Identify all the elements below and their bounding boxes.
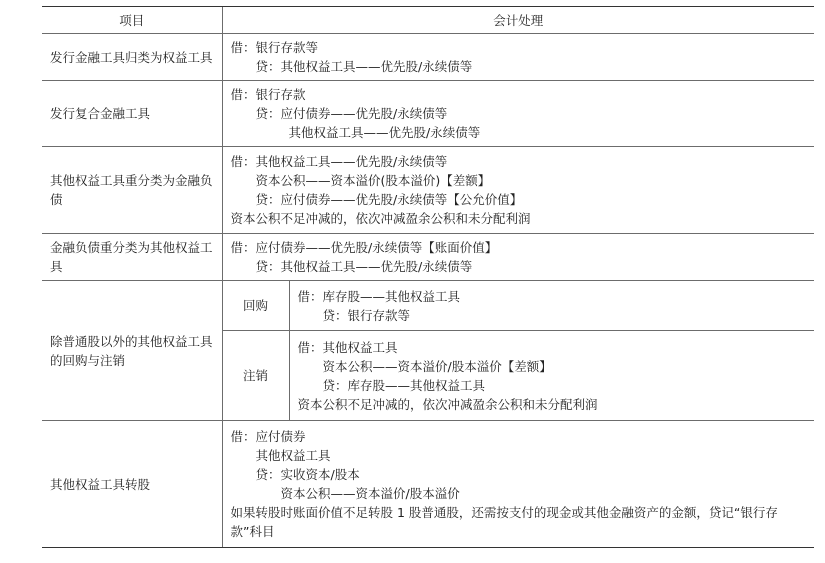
entry-note: 如果转股时账面价值不足转股 1 股普通股，还需按支付的现金或其他金融资产的金额，贷记“银行存款”科目 xyxy=(230,505,778,539)
table-header-row xyxy=(42,7,814,34)
row-item: 金融负债重分类为其他权益工具 xyxy=(42,234,222,281)
accounting-table xyxy=(42,6,814,548)
header-item: 项目 xyxy=(42,7,222,34)
sub-label-buyback: 回购 xyxy=(222,281,289,331)
row-process xyxy=(222,421,814,548)
row-process xyxy=(222,81,814,147)
row-process xyxy=(289,331,814,421)
entry-line: 贷：实收资本/股本 xyxy=(255,467,360,482)
table-row xyxy=(42,421,814,548)
header-process: 会计处理 xyxy=(222,7,814,34)
entry-line: 资本公积——资本溢价/股本溢价 xyxy=(280,486,460,501)
entry-line: 借：应付债券 xyxy=(230,429,306,444)
table-row xyxy=(42,147,814,234)
row-item: 发行金融工具归类为权益工具 xyxy=(42,34,222,81)
entry-line: 借：应付债券——优先股/永续债等【账面价值】 xyxy=(230,240,498,255)
entry-line: 借：银行存款等 xyxy=(230,40,319,55)
entry-line: 其他权益工具 xyxy=(255,448,331,463)
table-row xyxy=(42,281,814,331)
row-process xyxy=(222,147,814,234)
table-row xyxy=(42,34,814,81)
row-item: 其他权益工具转股 xyxy=(42,421,222,548)
row-item: 发行复合金融工具 xyxy=(42,81,222,147)
row-item: 除普通股以外的其他权益工具的回购与注销 xyxy=(42,281,222,421)
entry-line: 贷：其他权益工具——优先股/永续债等 xyxy=(255,259,473,274)
entry-line: 贷：其他权益工具——优先股/永续债等 xyxy=(255,59,473,74)
entry-line: 借：其他权益工具 xyxy=(297,339,398,355)
entry-line: 资本公积不足冲减的，依次冲减盈余公积和未分配利润 xyxy=(230,211,531,226)
entry-line: 其他权益工具——优先股/永续债等 xyxy=(288,125,481,140)
entry-line: 贷：库存股——其他权益工具 xyxy=(322,377,486,393)
entry-line: 贷：应付债券——优先股/永续债等【公允价值】 xyxy=(255,192,523,207)
entry-line: 借：银行存款 xyxy=(230,87,306,102)
entry-line: 贷：银行存款等 xyxy=(322,307,411,323)
entry-line: 贷：应付债券——优先股/永续债等 xyxy=(255,106,448,121)
entry-line: 资本公积——资本溢价/股本溢价【差额】 xyxy=(322,358,552,374)
table-row xyxy=(42,234,814,281)
row-process xyxy=(289,281,814,331)
row-process xyxy=(222,34,814,81)
entry-line: 资本公积不足冲减的，依次冲减盈余公积和未分配利润 xyxy=(297,396,598,412)
sub-label-cancel: 注销 xyxy=(222,331,289,421)
entry-line: 借：库存股——其他权益工具 xyxy=(297,288,461,304)
entry-line: 资本公积——资本溢价(股本溢价)【差额】 xyxy=(255,173,491,188)
entry-line: 借：其他权益工具——优先股/永续债等 xyxy=(230,154,448,169)
row-process xyxy=(222,234,814,281)
table-row xyxy=(42,81,814,147)
row-item: 其他权益工具重分类为金融负债 xyxy=(42,147,222,234)
